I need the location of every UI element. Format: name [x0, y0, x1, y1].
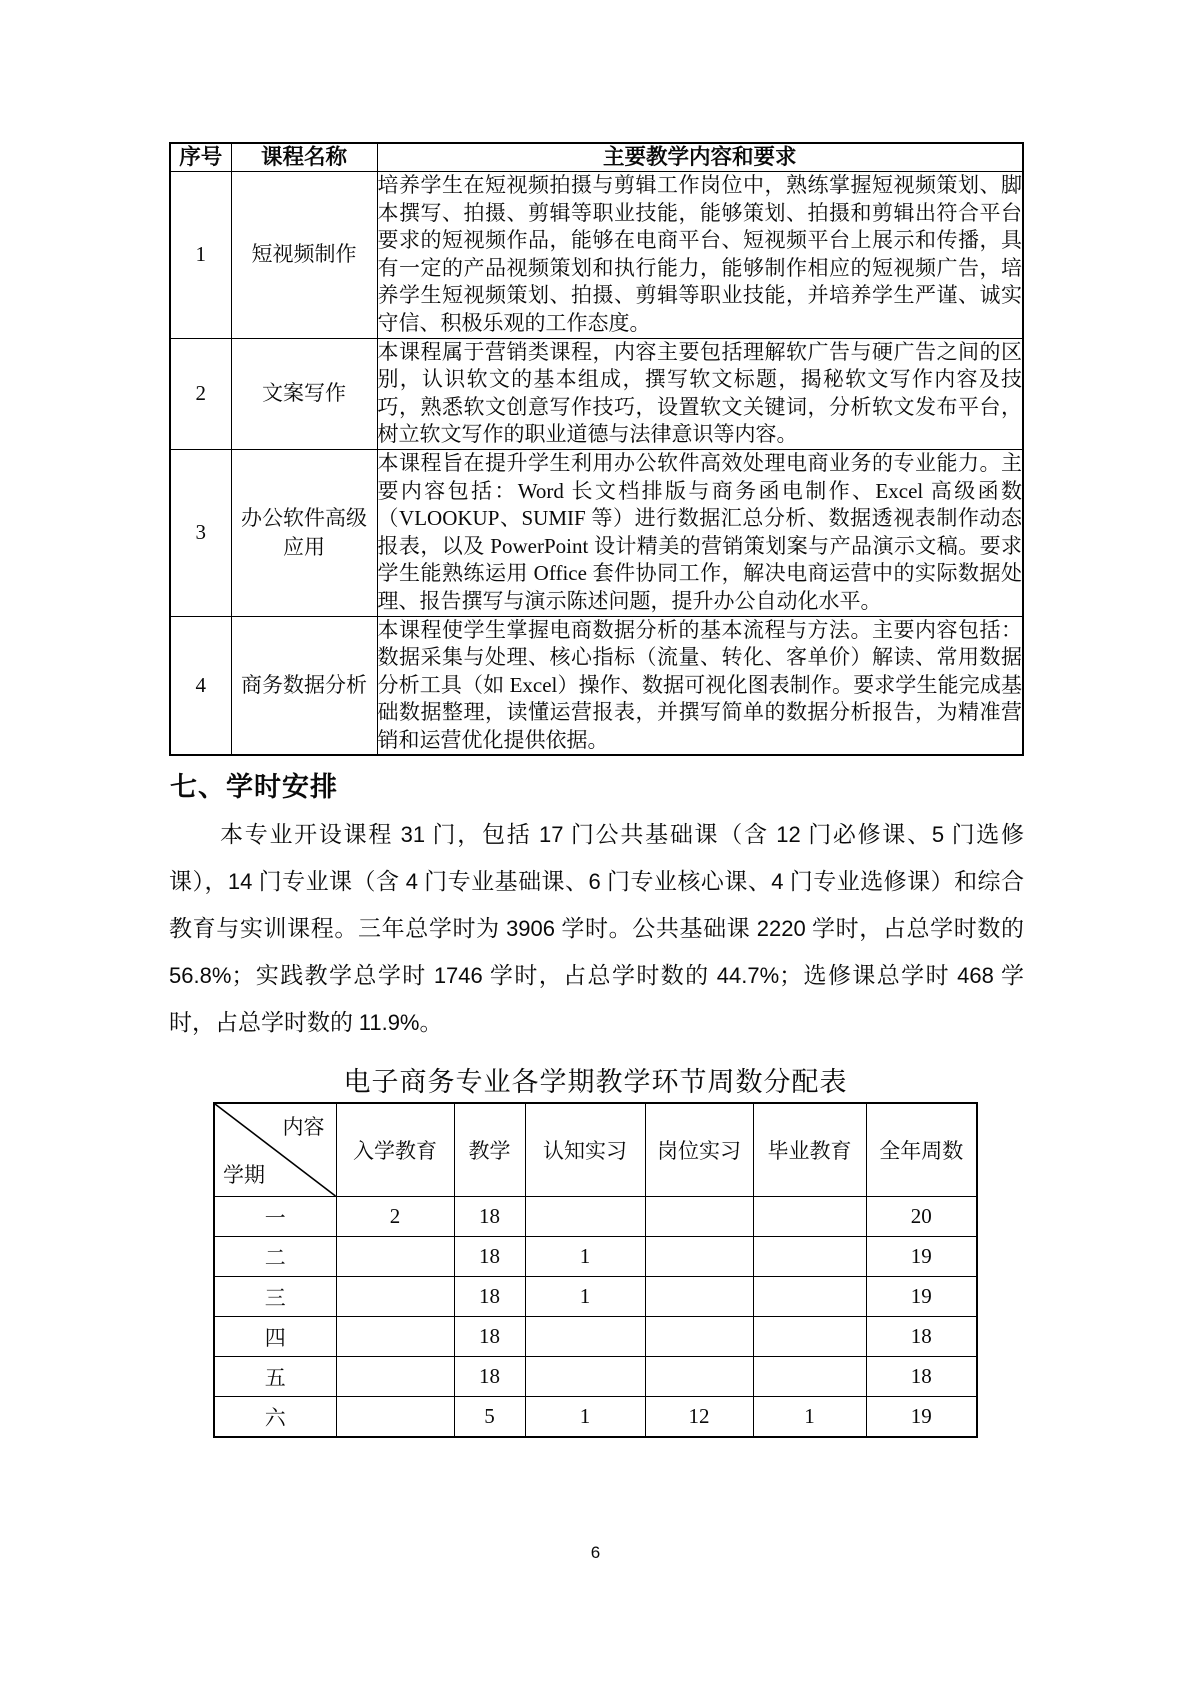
- course-row: [170, 172, 1023, 339]
- weeks-table-header: [214, 1103, 977, 1197]
- weeks-row: [214, 1197, 977, 1237]
- weeks-row-value: [336, 1277, 454, 1317]
- weeks-row-value: 12: [645, 1397, 753, 1438]
- weeks-row-value: [525, 1197, 645, 1237]
- weeks-row-value: [336, 1357, 454, 1397]
- weeks-row-value: 19: [866, 1237, 977, 1277]
- weeks-row-value: 2: [336, 1197, 454, 1237]
- weeks-row: [214, 1277, 977, 1317]
- weeks-row-value: [753, 1317, 866, 1357]
- weeks-row-term: 六: [214, 1397, 336, 1438]
- paragraph-number: 6: [588, 869, 601, 894]
- paragraph-number: 5: [931, 822, 945, 847]
- course-header-name: 课程名称: [231, 143, 377, 172]
- course-row: [170, 449, 1023, 616]
- diagonal-label-content: 内容: [282, 1115, 325, 1139]
- weeks-row-value: 18: [454, 1237, 525, 1277]
- paragraph-number: 31: [400, 822, 426, 847]
- course-row-number: 4: [170, 616, 231, 755]
- course-row-name: 办公软件高级应用: [231, 449, 377, 616]
- paragraph-number: 4: [405, 869, 418, 894]
- weeks-row: [214, 1317, 977, 1357]
- course-row-name: 文案写作: [231, 338, 377, 449]
- weeks-row-value: [753, 1237, 866, 1277]
- course-row: [170, 616, 1023, 755]
- paragraph-number: 2220: [756, 916, 806, 941]
- course-table-header: [170, 143, 1023, 172]
- weeks-header-graduation-education: 毕业教育: [753, 1103, 866, 1197]
- weeks-row-value: [645, 1357, 753, 1397]
- weeks-row-value: [336, 1317, 454, 1357]
- paragraph-number: 4: [771, 869, 784, 894]
- weeks-row-value: [753, 1277, 866, 1317]
- weeks-row-value: [645, 1237, 753, 1277]
- weeks-row-value: [525, 1317, 645, 1357]
- weeks-row-value: 1: [525, 1277, 645, 1317]
- weeks-row-value: 18: [454, 1357, 525, 1397]
- weeks-row-term: 五: [214, 1357, 336, 1397]
- weeks-row-value: [336, 1237, 454, 1277]
- paragraph-number: 14: [227, 869, 253, 894]
- weeks-row-value: [753, 1197, 866, 1237]
- weeks-row-value: [336, 1397, 454, 1438]
- paragraph-number: 468: [957, 963, 994, 988]
- weeks-row-value: 19: [866, 1277, 977, 1317]
- paragraph-number: 12: [776, 822, 801, 847]
- course-header-content: 主要教学内容和要求: [377, 143, 1023, 172]
- weeks-row-term: 三: [214, 1277, 336, 1317]
- weeks-table-body: [214, 1197, 977, 1438]
- weeks-row-value: [753, 1357, 866, 1397]
- weeks-row-value: 1: [525, 1397, 645, 1438]
- weeks-row-value: 18: [454, 1317, 525, 1357]
- course-row-content: 培养学生在短视频拍摄与剪辑工作岗位中，熟练掌握短视频策划、脚本撰写、拍摄、剪辑等职业技能，能够策划、拍摄和剪辑出符合平台要求的短视频作品，能够在电商平台、短视频平台上展示和传播，具有一定的产品视频策划和执行能力，能够制作相应的短视频广告，培养学生短视频策划、拍摄、剪辑等职业技能，并培养学生严谨、诚实守信、积极乐观的工作态度。: [377, 172, 1023, 339]
- diagonal-label-term: 学期: [223, 1163, 265, 1187]
- diagonal-header-cell: [214, 1103, 336, 1197]
- paragraph-number: 17: [538, 822, 564, 847]
- weeks-table-header-row: [214, 1103, 977, 1197]
- course-row-number: 3: [170, 449, 231, 616]
- weeks-row-value: [525, 1357, 645, 1397]
- course-table-body: [170, 172, 1023, 756]
- weeks-row-term: 二: [214, 1237, 336, 1277]
- weeks-header-total-weeks: 全年周数: [866, 1103, 977, 1197]
- paragraph-number: 56.8%: [169, 963, 232, 988]
- course-row-content: 本课程使学生掌握电商数据分析的基本流程与方法。主要内容包括：数据采集与处理、核心指标（流量、转化、客单价）解读、常用数据分析工具（如 Excel）操作、数据可视化图表制作。要求学生能完成基础数据整理，读懂运营报表，并撰写简单的数据分析报告，为精准营销和运营优化提供依据。: [377, 616, 1023, 755]
- weeks-table: [213, 1102, 978, 1438]
- course-row-content: 本课程旨在提升学生利用办公软件高效处理电商业务的专业能力。主要内容包括：Word 长文档排版与商务函电制作、Excel 高级函数（VLOOKUP、SUMIF 等）进行数据汇总分析、数据透视表制作动态报表，以及 PowerPoint 设计精美的营销策划案与产品演示文稿。要求学生能熟练运用 Office 套件协同工作，解决电商运营中的实际数据处理、报告撰写与演示陈述问题，提升办公自动化水平。: [377, 449, 1023, 616]
- weeks-table-title: 电子商务专业各学期教学环节周数分配表: [343, 1067, 848, 1097]
- course-table-header-row: [170, 143, 1023, 172]
- weeks-row-value: [645, 1277, 753, 1317]
- course-table: [169, 142, 1024, 756]
- weeks-row-value: 18: [866, 1357, 977, 1397]
- course-row: [170, 338, 1023, 449]
- weeks-header-enrollment-education: 入学教育: [336, 1103, 454, 1197]
- course-row-name: 商务数据分析: [231, 616, 377, 755]
- section-paragraph: 本专业开设课程 31 门，包括 17 门公共基础课（含 12 门必修课、5 门选修课），14 门专业课（含 4 门专业基础课、6 门专业核心课、4 门专业选修课）和综合教育与实训课程。三年总学时为 3906 学时。公共基础课 2220 学时，占总学时数的 56.8%；实践教学总学时 1746 学时，占总学时数的 44.7%；选修课总学时 468 学时，占总学时数的 11.9%。: [169, 822, 1025, 1035]
- weeks-row-value: 20: [866, 1197, 977, 1237]
- weeks-header-post-practice: 岗位实习: [645, 1103, 753, 1197]
- course-row-number: 1: [170, 172, 231, 339]
- course-row-number: 2: [170, 338, 231, 449]
- paragraph-number: 1746: [433, 963, 483, 988]
- paragraph-number: 3906: [506, 916, 556, 941]
- weeks-row-value: 5: [454, 1397, 525, 1438]
- weeks-row-value: 19: [866, 1397, 977, 1438]
- weeks-row-value: [645, 1197, 753, 1237]
- section-heading: 七、学时安排: [170, 772, 338, 802]
- course-row-name: 短视频制作: [231, 172, 377, 339]
- weeks-header-teaching: 教学: [454, 1103, 525, 1197]
- weeks-row-value: 1: [753, 1397, 866, 1438]
- weeks-header-cognitive-practice: 认知实习: [525, 1103, 645, 1197]
- weeks-row-value: 1: [525, 1237, 645, 1277]
- weeks-row: [214, 1237, 977, 1277]
- page-number: 6: [590, 1543, 601, 1562]
- course-header-no: 序号: [170, 143, 231, 172]
- paragraph-number: 11.9%: [358, 1010, 420, 1035]
- weeks-row-value: [645, 1317, 753, 1357]
- weeks-row-term: 四: [214, 1317, 336, 1357]
- weeks-row-value: 18: [454, 1277, 525, 1317]
- weeks-row-term: 一: [214, 1197, 336, 1237]
- weeks-row-value: 18: [866, 1317, 977, 1357]
- weeks-row: [214, 1357, 977, 1397]
- course-row-content: 本课程属于营销类课程，内容主要包括理解软广告与硬广告之间的区别，认识软文的基本组成，撰写软文标题，揭秘软文写作内容及技巧，熟悉软文创意写作技巧，设置软文关键词，分析软文发布平台，树立软文写作的职业道德与法律意识等内容。: [377, 338, 1023, 449]
- weeks-row-value: 18: [454, 1197, 525, 1237]
- weeks-row: [214, 1397, 977, 1438]
- paragraph-number: 44.7%: [716, 963, 780, 988]
